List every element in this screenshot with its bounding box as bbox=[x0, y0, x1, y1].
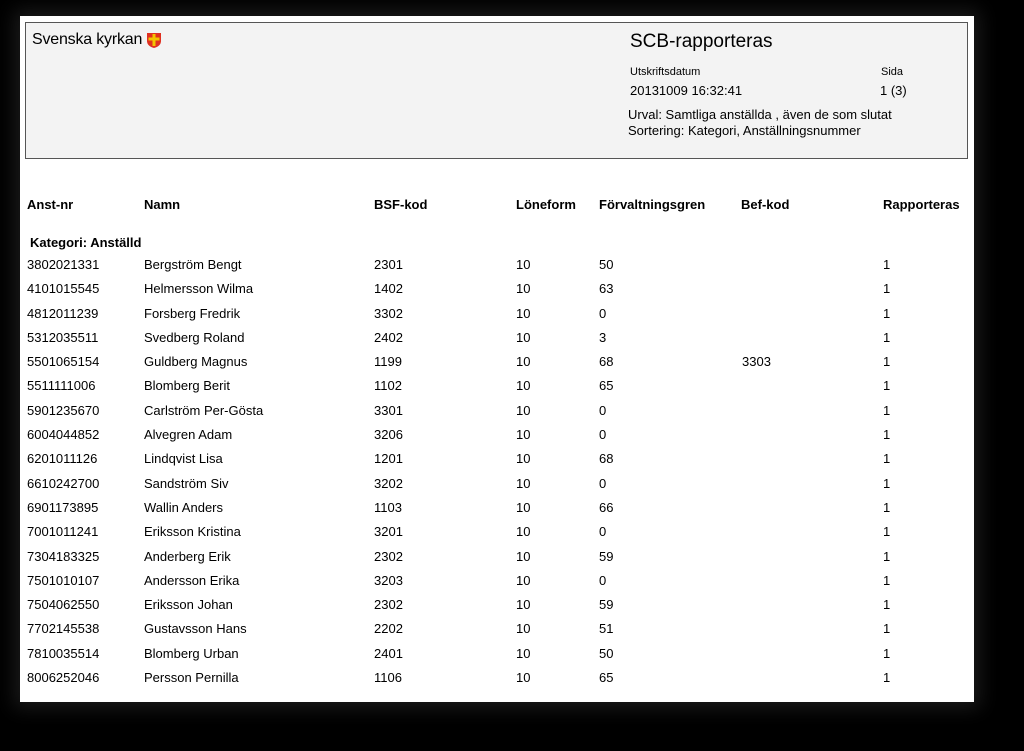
cell-rapporteras: 1 bbox=[883, 572, 891, 588]
cell-anst-nr: 5511111006 bbox=[27, 378, 96, 394]
cell-loneform: 10 bbox=[516, 305, 531, 321]
category-heading: Kategori: Anställd bbox=[30, 235, 142, 250]
cell-namn: Svedberg Roland bbox=[144, 329, 245, 345]
cell-rapporteras: 1 bbox=[883, 354, 891, 370]
cell-forvaltningsgren: 63 bbox=[599, 281, 614, 297]
employee-table-body bbox=[20, 253, 974, 690]
cell-namn: Eriksson Kristina bbox=[144, 524, 241, 540]
cell-namn: Lindqvist Lisa bbox=[144, 451, 223, 467]
cell-forvaltningsgren: 50 bbox=[599, 645, 614, 661]
cell-namn: Sandström Siv bbox=[144, 475, 229, 491]
cell-anst-nr: 4101015545 bbox=[27, 281, 100, 297]
cell-bsf-kod: 2202 bbox=[374, 621, 403, 637]
cell-bsf-kod: 2402 bbox=[374, 329, 403, 345]
cell-namn: Eriksson Johan bbox=[144, 597, 233, 613]
cell-loneform: 10 bbox=[516, 475, 531, 491]
cell-anst-nr: 8006252046 bbox=[27, 670, 100, 686]
cell-loneform: 10 bbox=[516, 257, 531, 272]
cell-bef-kod: 3303 bbox=[742, 354, 771, 370]
cell-anst-nr: 5312035511 bbox=[27, 329, 99, 345]
cell-anst-nr: 7304183325 bbox=[27, 548, 100, 564]
cell-forvaltningsgren: 66 bbox=[599, 499, 614, 515]
cell-loneform: 10 bbox=[516, 427, 531, 443]
cell-loneform: 10 bbox=[516, 378, 531, 394]
table-row bbox=[20, 374, 974, 398]
cell-forvaltningsgren: 68 bbox=[599, 354, 614, 370]
cell-forvaltningsgren: 65 bbox=[599, 670, 614, 686]
cell-bsf-kod: 3202 bbox=[374, 475, 403, 491]
column-header-forvaltningsgren: Förvaltningsgren bbox=[599, 197, 706, 212]
cell-bsf-kod: 2401 bbox=[374, 645, 403, 661]
cell-rapporteras: 1 bbox=[883, 402, 891, 418]
column-header-rapporteras: Rapporteras bbox=[883, 197, 960, 212]
cell-namn: Bergström Bengt bbox=[144, 257, 242, 272]
cell-loneform: 10 bbox=[516, 670, 531, 686]
cell-rapporteras: 1 bbox=[883, 670, 891, 686]
cell-loneform: 10 bbox=[516, 402, 531, 418]
cell-loneform: 10 bbox=[516, 499, 531, 515]
cell-anst-nr: 7810035514 bbox=[27, 645, 100, 661]
table-row bbox=[20, 277, 974, 301]
cell-loneform: 10 bbox=[516, 524, 531, 540]
page-label: Sida bbox=[881, 66, 904, 78]
cell-bsf-kod: 2302 bbox=[374, 548, 403, 564]
selection-text: Urval: Samtliga anställda , även de som slutat bbox=[628, 107, 892, 122]
cell-loneform: 10 bbox=[516, 548, 531, 564]
column-header-bef-kod: Bef-kod bbox=[741, 197, 790, 212]
cell-anst-nr: 7001011241 bbox=[27, 524, 99, 540]
cell-namn: Helmersson Wilma bbox=[144, 281, 254, 297]
cell-rapporteras: 1 bbox=[883, 281, 891, 297]
cell-rapporteras: 1 bbox=[883, 499, 891, 515]
cell-forvaltningsgren: 0 bbox=[599, 475, 607, 491]
table-row bbox=[20, 302, 974, 326]
cell-loneform: 10 bbox=[516, 597, 531, 613]
table-row bbox=[20, 593, 974, 617]
cell-rapporteras: 1 bbox=[883, 329, 891, 345]
cell-namn: Blomberg Urban bbox=[144, 645, 239, 661]
table-row bbox=[20, 617, 974, 641]
cell-anst-nr: 3802021331 bbox=[27, 257, 100, 272]
cell-rapporteras: 1 bbox=[883, 305, 891, 321]
cell-bsf-kod: 3201 bbox=[374, 524, 403, 540]
cell-namn: Blomberg Berit bbox=[144, 378, 230, 394]
cell-forvaltningsgren: 65 bbox=[599, 378, 614, 394]
cell-rapporteras: 1 bbox=[883, 645, 891, 661]
table-row bbox=[20, 666, 974, 690]
report-title: SCB-rapporteras bbox=[630, 31, 773, 52]
table-row bbox=[20, 350, 974, 374]
cell-anst-nr: 7504062550 bbox=[27, 597, 100, 613]
cell-rapporteras: 1 bbox=[883, 597, 891, 613]
table-row bbox=[20, 545, 974, 569]
sorting-text: Sortering: Kategori, Anställningsnummer bbox=[628, 123, 861, 138]
cell-rapporteras: 1 bbox=[883, 524, 891, 540]
cell-forvaltningsgren: 59 bbox=[599, 597, 614, 613]
cell-forvaltningsgren: 0 bbox=[599, 524, 607, 540]
cell-namn: Alvegren Adam bbox=[144, 427, 233, 443]
cell-rapporteras: 1 bbox=[883, 475, 891, 491]
cell-anst-nr: 5501065154 bbox=[27, 354, 100, 370]
cell-anst-nr: 7702145538 bbox=[27, 621, 100, 637]
table-row bbox=[20, 326, 974, 350]
table-row bbox=[20, 520, 974, 544]
table-row bbox=[20, 642, 974, 666]
cell-bsf-kod: 1102 bbox=[374, 378, 402, 394]
cell-namn: Gustavsson Hans bbox=[144, 621, 247, 637]
cell-rapporteras: 1 bbox=[883, 548, 891, 564]
column-header-anst-nr: Anst-nr bbox=[27, 197, 74, 212]
cell-bsf-kod: 3302 bbox=[374, 305, 403, 321]
cell-loneform: 10 bbox=[516, 329, 531, 345]
cell-namn: Wallin Anders bbox=[144, 499, 223, 515]
report-header bbox=[25, 22, 968, 159]
cell-bsf-kod: 2302 bbox=[374, 597, 403, 613]
cell-bsf-kod: 3203 bbox=[374, 572, 403, 588]
table-row bbox=[20, 423, 974, 447]
table-row bbox=[20, 253, 974, 277]
cell-forvaltningsgren: 51 bbox=[599, 621, 614, 637]
cell-bsf-kod: 1201 bbox=[374, 451, 403, 467]
cell-namn: Carlström Per-Gösta bbox=[144, 402, 264, 418]
cell-anst-nr: 5901235670 bbox=[27, 402, 100, 418]
cell-rapporteras: 1 bbox=[883, 621, 891, 637]
cell-bsf-kod: 1106 bbox=[374, 670, 402, 686]
table-row bbox=[20, 447, 974, 471]
cell-loneform: 10 bbox=[516, 621, 531, 637]
print-date-label: Utskriftsdatum bbox=[630, 66, 701, 78]
cell-anst-nr: 4812011239 bbox=[27, 305, 99, 321]
logo-text: Svenska kyrkan bbox=[32, 31, 143, 48]
cell-loneform: 10 bbox=[516, 572, 531, 588]
cell-bsf-kod: 3206 bbox=[374, 427, 403, 443]
cell-rapporteras: 1 bbox=[883, 427, 891, 443]
cell-rapporteras: 1 bbox=[883, 451, 891, 467]
cell-anst-nr: 6610242700 bbox=[27, 475, 100, 491]
cell-namn: Persson Pernilla bbox=[144, 670, 239, 686]
cell-forvaltningsgren: 0 bbox=[599, 572, 607, 588]
column-header-bsf-kod: BSF-kod bbox=[374, 197, 428, 212]
cell-namn: Andersson Erika bbox=[144, 572, 240, 588]
cell-forvaltningsgren: 3 bbox=[599, 329, 607, 345]
cell-bsf-kod: 1199 bbox=[374, 354, 402, 370]
column-header-loneform: Löneform bbox=[516, 197, 576, 212]
cell-rapporteras: 1 bbox=[883, 378, 891, 394]
cell-rapporteras: 1 bbox=[883, 257, 891, 272]
print-date-value: 20131009 16:32:41 bbox=[630, 83, 743, 98]
cell-forvaltningsgren: 50 bbox=[599, 257, 614, 272]
cell-forvaltningsgren: 68 bbox=[599, 451, 614, 467]
church-cross-icon bbox=[145, 31, 163, 49]
cell-loneform: 10 bbox=[516, 354, 531, 370]
cell-namn: Anderberg Erik bbox=[144, 548, 231, 564]
svenska-kyrkan-logo bbox=[32, 31, 163, 49]
cell-anst-nr: 6201011126 bbox=[27, 451, 98, 467]
cell-namn: Guldberg Magnus bbox=[144, 354, 248, 370]
table-row bbox=[20, 472, 974, 496]
cell-namn: Forsberg Fredrik bbox=[144, 305, 241, 321]
cell-forvaltningsgren: 0 bbox=[599, 427, 607, 443]
cell-anst-nr: 6004044852 bbox=[27, 427, 100, 443]
report-page bbox=[20, 16, 974, 702]
table-row bbox=[20, 569, 974, 593]
cell-anst-nr: 6901173895 bbox=[27, 499, 99, 515]
cell-forvaltningsgren: 0 bbox=[599, 305, 607, 321]
cell-bsf-kod: 1103 bbox=[374, 499, 402, 515]
cell-anst-nr: 7501010107 bbox=[27, 572, 100, 588]
table-row bbox=[20, 496, 974, 520]
cell-bsf-kod: 3301 bbox=[374, 402, 403, 418]
cell-bsf-kod: 1402 bbox=[374, 281, 403, 297]
cell-loneform: 10 bbox=[516, 451, 531, 467]
cell-bsf-kod: 2301 bbox=[374, 257, 403, 272]
cell-loneform: 10 bbox=[516, 281, 531, 297]
page-value: 1 (3) bbox=[880, 83, 907, 98]
table-row bbox=[20, 399, 974, 423]
cell-forvaltningsgren: 0 bbox=[599, 402, 607, 418]
cell-loneform: 10 bbox=[516, 645, 531, 661]
cell-forvaltningsgren: 59 bbox=[599, 548, 614, 564]
column-header-namn: Namn bbox=[144, 197, 181, 212]
